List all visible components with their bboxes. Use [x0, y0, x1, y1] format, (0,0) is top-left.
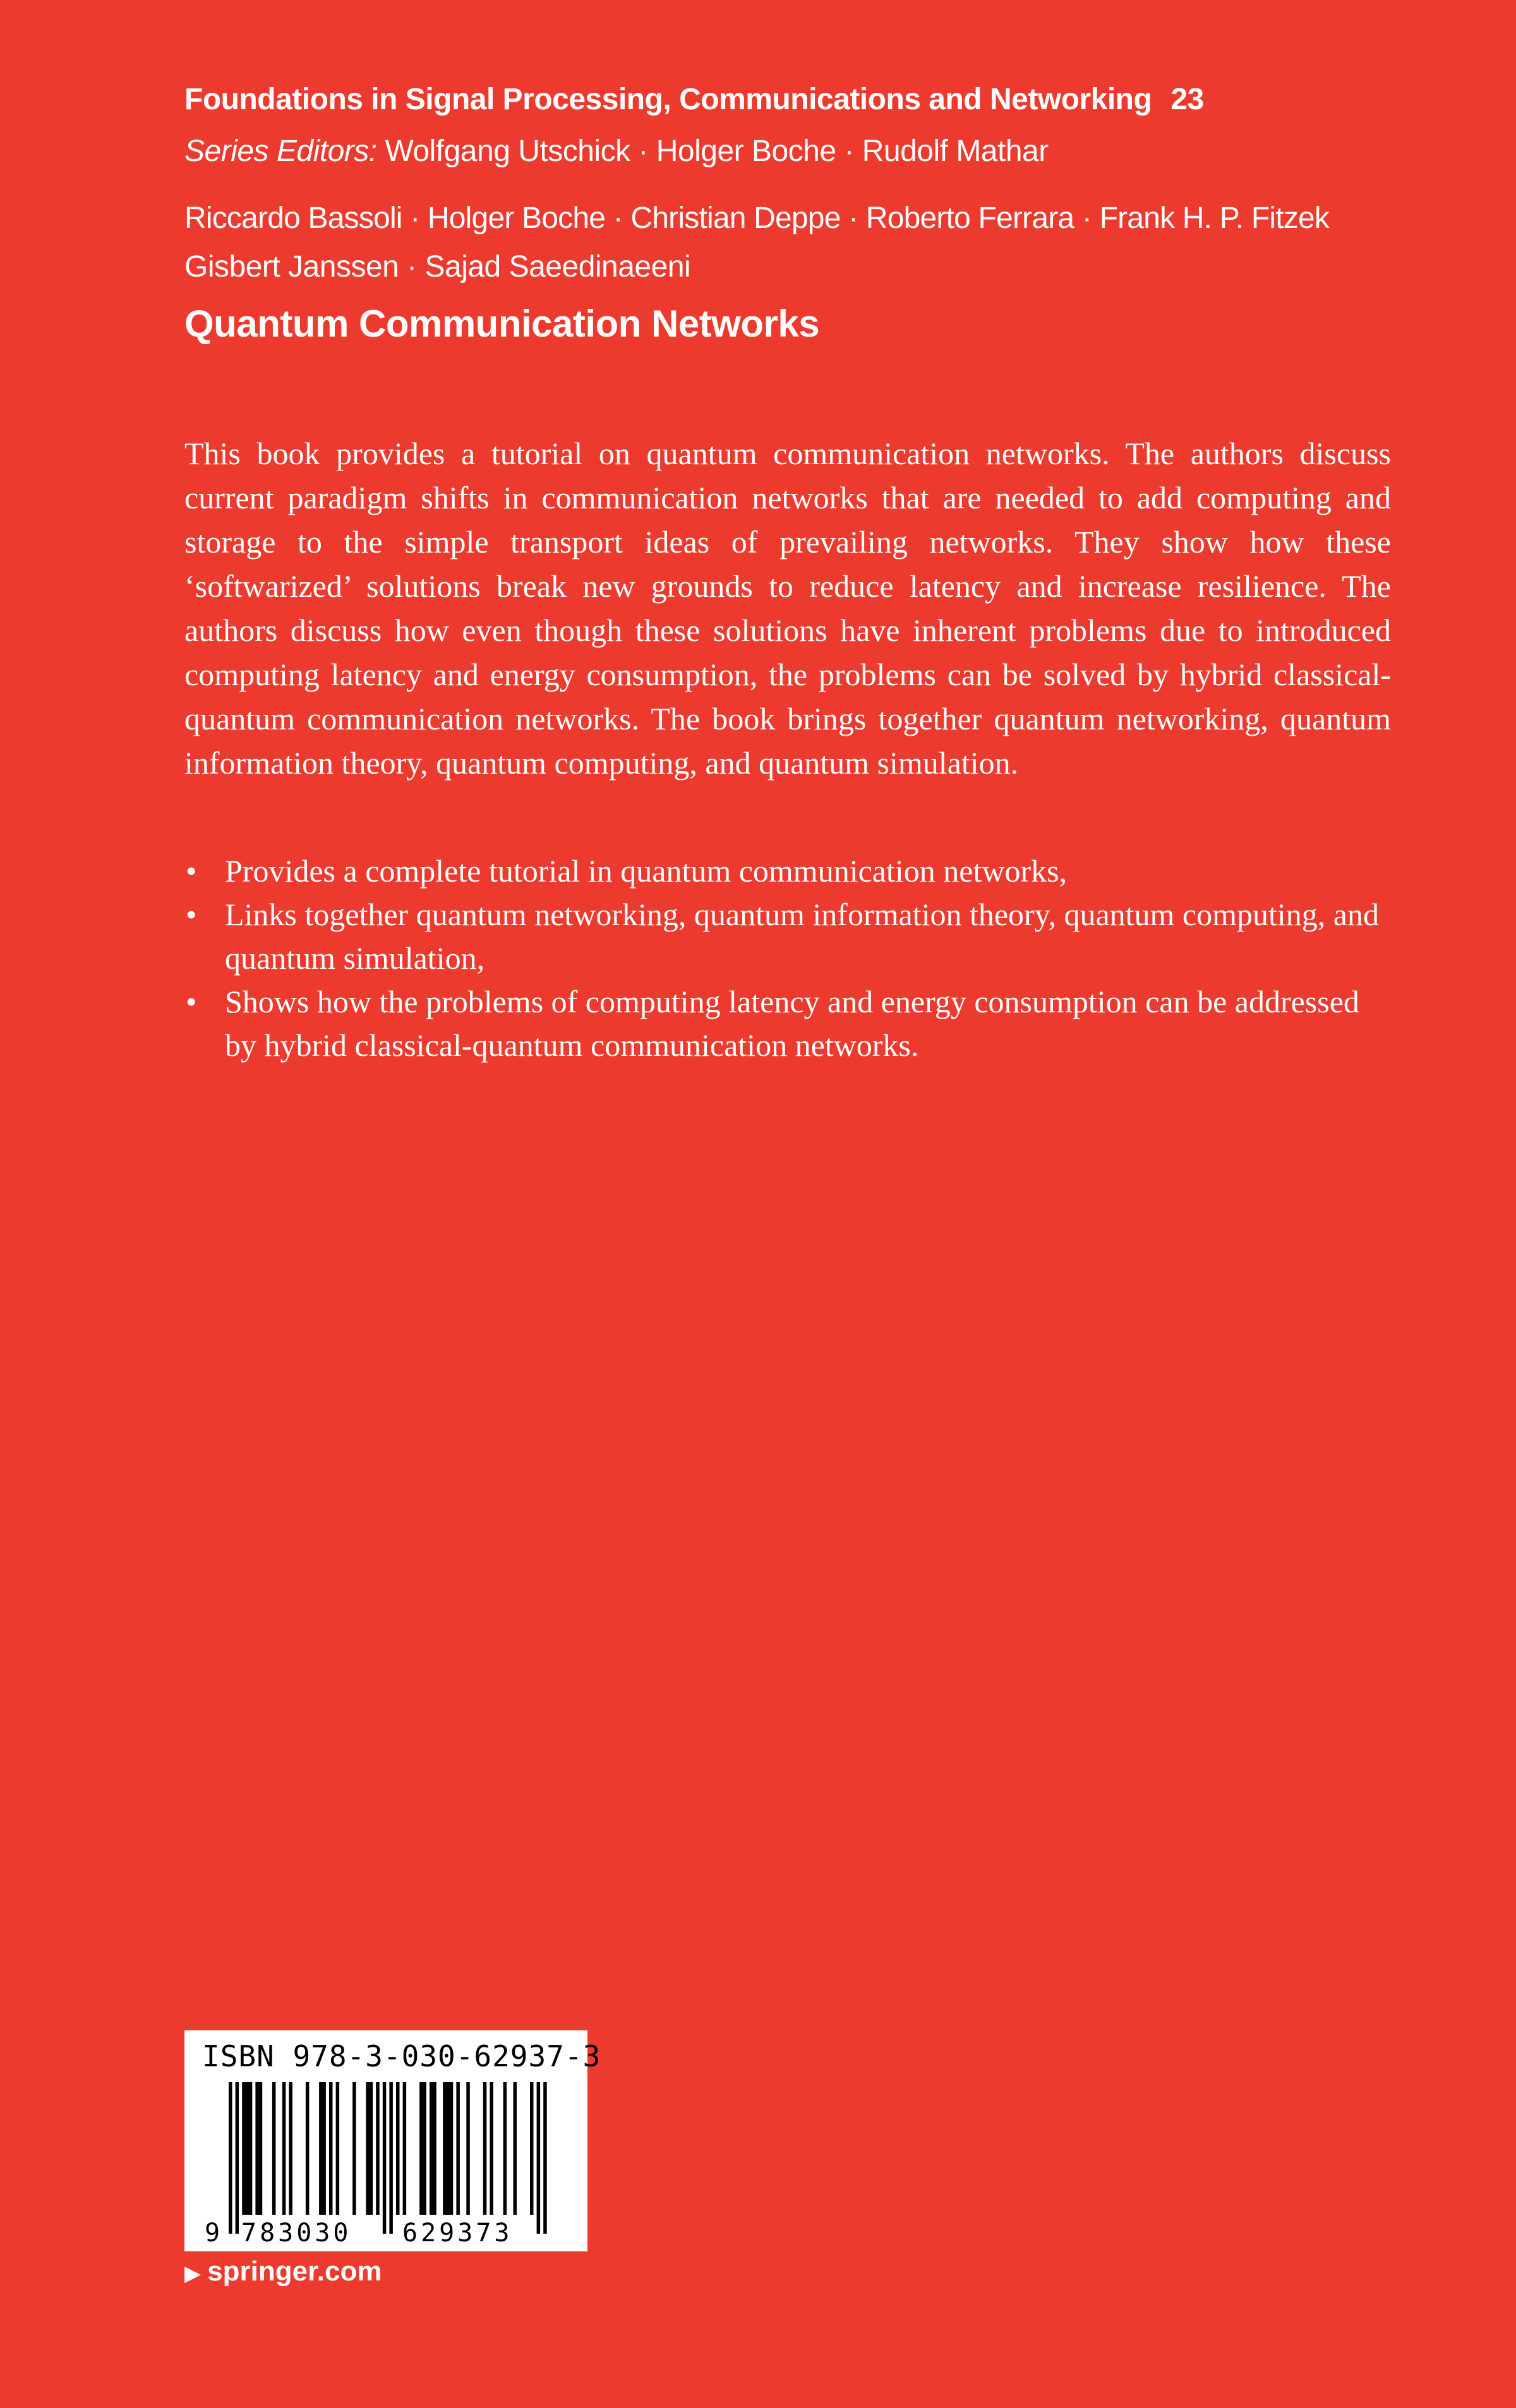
feature-bullet: [184, 893, 1391, 980]
barcode-bar: [282, 2082, 286, 2215]
barcode-bar: [447, 2082, 450, 2215]
barcode-bar: [352, 2082, 356, 2215]
barcode-bar: [503, 2082, 507, 2215]
barcode-bar: [514, 2082, 517, 2215]
barcode-bar: [249, 2082, 253, 2215]
barcode-bar: [272, 2082, 276, 2215]
barcode-bar: [370, 2082, 373, 2215]
series-editors-names: Wolfgang Utschick · Holger Boche · Rudolf Mathar: [385, 135, 1049, 168]
feature-bullet-text: Links together quantum networking, quantum information theory, quantum computing, and quantum simulation,: [225, 897, 1379, 976]
bullet-glyph: •: [186, 853, 197, 889]
barcode-bar: [366, 2082, 370, 2215]
feature-bullet-text: Shows how the problems of computing latency and energy consumption can be addressed by hybrid classical-quantum communication networks.: [225, 984, 1359, 1063]
barcode-bar: [242, 2082, 246, 2215]
barcode-bar: [383, 2082, 387, 2234]
authors-line-1: Riccardo Bassoli · Holger Boche · Christian Deppe · Roberto Ferrara · Frank H. P. Fitzek: [184, 201, 1330, 235]
barcode-bar: [430, 2082, 433, 2215]
book-description: This book provides a tutorial on quantum communication networks. The authors discuss current paradigm shifts in communication networks that are needed to add computing and storage to the simple transport ideas of prevailing networks. They show how these ‘softwarized’ solutions break new grounds to reduce latency and increase resilience. The authors discuss how even though these solutions have inherent problems due to introduced computing latency and energy consumption, the problems can be solved by hybrid classical-quantum communication networks. The book brings together quantum networking, quantum information theory, quantum computing, and quantum simulation.: [184, 436, 1391, 781]
barcode-bar: [450, 2082, 454, 2215]
barcode-bar: [490, 2082, 493, 2215]
barcode-bar: [537, 2082, 541, 2234]
barcode-bar: [443, 2082, 447, 2215]
barcode-bar: [403, 2082, 407, 2215]
barcode-bar: [433, 2082, 436, 2215]
barcode-bar: [259, 2082, 263, 2215]
barcode-bar: [336, 2082, 340, 2215]
barcode-bar: [466, 2082, 470, 2215]
barcode-bar: [423, 2082, 426, 2215]
barcode-bar: [236, 2082, 239, 2234]
feature-bullet: [184, 980, 1391, 1067]
barcode-bar: [319, 2082, 323, 2215]
barcode-bar: [289, 2082, 292, 2215]
barcode-graphic: [184, 2030, 587, 2251]
barcode-bar: [229, 2082, 232, 2234]
book-title: Quantum Communication Networks: [184, 302, 820, 345]
series-title-line: [184, 82, 1204, 117]
barcode-bar: [322, 2082, 326, 2215]
isbn-text: ISBN 978-3-030-62937-3: [202, 2039, 601, 2073]
play-arrow-icon: ▶: [184, 2261, 202, 2285]
barcode-digits-right: 629373: [402, 2219, 513, 2248]
series-editors-line: [184, 134, 1049, 169]
bullet-glyph: •: [186, 897, 197, 932]
series-title: Foundations in Signal Processing, Communications and Networking: [184, 83, 1152, 116]
barcode-bar: [389, 2082, 393, 2234]
isbn-barcode: [184, 2030, 601, 2251]
barcode-bar: [396, 2082, 400, 2215]
publisher-url: springer.com: [207, 2256, 382, 2287]
barcode-digit-first: 9: [205, 2219, 220, 2248]
barcode-bar: [530, 2082, 534, 2215]
barcode-bar: [306, 2082, 310, 2215]
barcode-bar: [419, 2082, 423, 2215]
series-number: 23: [1170, 83, 1204, 116]
feature-bullet-list: [184, 849, 1391, 1067]
barcode-bar: [483, 2082, 487, 2215]
publisher-link[interactable]: [184, 2256, 382, 2287]
barcode-bars: [229, 2082, 547, 2234]
barcode-bar: [543, 2082, 547, 2234]
barcode-bar: [456, 2082, 460, 2215]
bullet-glyph: •: [186, 984, 197, 1019]
barcode-digits-left: 783030: [241, 2219, 352, 2248]
barcode-bar: [329, 2082, 333, 2215]
feature-bullet-text: Provides a complete tutorial in quantum communication networks,: [225, 853, 1068, 889]
barcode-bar: [255, 2082, 259, 2215]
authors-line-2: Gisbert Janssen · Sajad Saeedinaeeni: [184, 250, 691, 284]
feature-bullet: [184, 849, 1391, 893]
series-editors-label: Series Editors:: [184, 135, 377, 168]
barcode-bar: [376, 2082, 380, 2215]
barcode-bar: [246, 2082, 250, 2215]
